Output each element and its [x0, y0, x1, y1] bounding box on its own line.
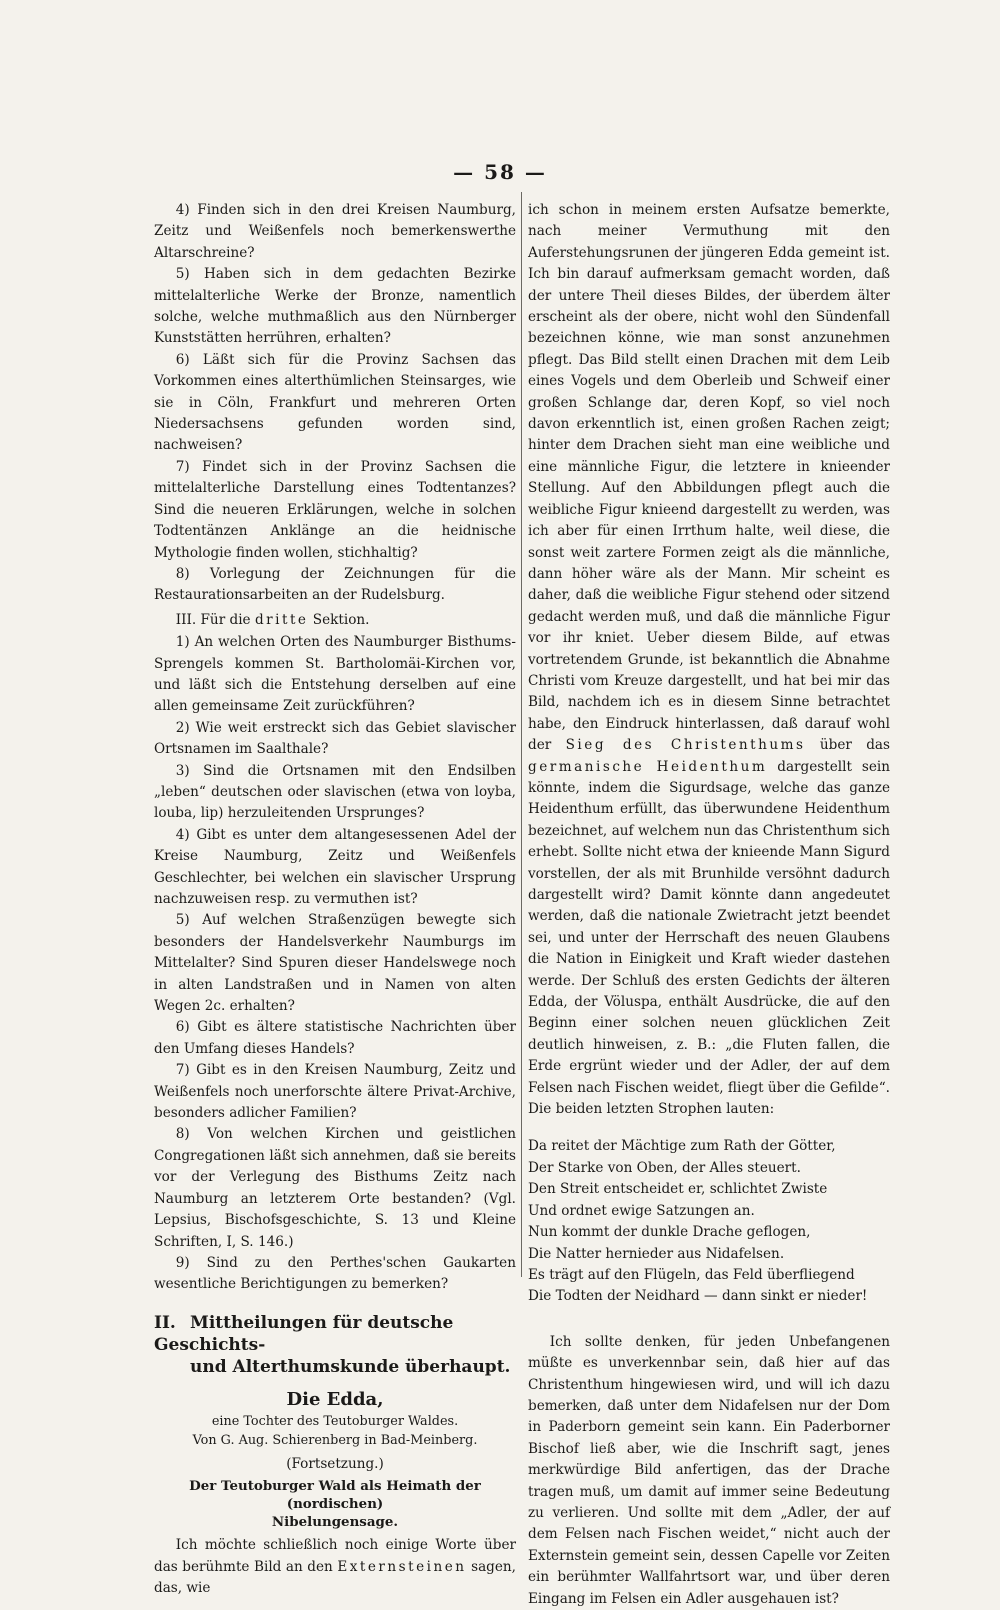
question-item: 8) Von welchen Kirchen und geistlichen Congregationen läßt sich annehmen, daß sie bereits vor der Verlegung des Bisthums Zeitz nach Naumburg an letzterem Orte bestanden? (Vgl. Lepsius, Bischofsgeschichte, S. 13 und Kleine Schriften, I, S. 146.) — [154, 1126, 516, 1250]
poem-line: Nun kommt der dunkle Drache geflogen, — [528, 1224, 811, 1241]
body-text: sagen, das, wie — [154, 1558, 516, 1596]
question-item: 9) Sind zu den Perthes'schen Gaukarten wesentliche Berichtigungen zu bemerken? — [154, 1254, 516, 1293]
question-item: 8) Vorlegung der Zeichnungen für die Restaurationsarbeiten an der Rudelsburg. — [154, 565, 516, 604]
body-text-spaced: germanische Heidenthum — [528, 758, 768, 775]
section-three-heading — [154, 610, 516, 631]
subsection-heading — [154, 1477, 516, 1531]
questions-list-part1 — [154, 200, 516, 607]
body-text-spaced: Sieg des Christenthums — [565, 737, 806, 754]
poem-line: Der Starke von Oben, der Alles steuert. — [528, 1159, 801, 1176]
subsection-heading-line2: Nibelungensage. — [271, 1514, 399, 1531]
question-item: 3) Sind die Ortsnamen mit den Endsilben „leben“ deutschen oder slavischen (etwa von loyba, louba, lip) herzuleitenden Ursprunges? — [154, 762, 516, 822]
left-column — [154, 200, 516, 1599]
section-two-heading — [154, 1312, 516, 1378]
section-three-suffix: Sektion. — [312, 611, 370, 628]
section-three-prefix: III. Für die — [175, 611, 251, 628]
continuation-note: (Fortsetzung.) — [286, 1455, 384, 1472]
question-item: 7) Findet sich in der Provinz Sachsen die mittelalterliche Darstellung eines Todtentanzes? Sind die neueren Erklärungen, welche in solchen Todtentänzen Anklänge an die heidnische Mythologie finden wollen, stichhaltig? — [154, 458, 516, 561]
questions-list-part2 — [154, 632, 516, 1296]
body-paragraph-start — [154, 1535, 516, 1599]
question-item: 4) Gibt es unter dem altangesessenen Adel der Kreise Naumburg, Zeitz und Weißenfels Geschlechter, bei welchen ein slavischer Ursprung nachzuweisen resp. zu vermuthen ist? — [154, 826, 516, 907]
body-paragraph — [528, 200, 890, 1120]
right-column — [528, 200, 890, 1610]
question-item: 1) An welchen Orten des Naumburger Bisthums-Sprengels kommen St. Bartholomäi-Kirchen vor, und läßt sich die Entstehung derselben auf eine allen gemeinsame Zeit zurückführen? — [154, 634, 516, 715]
body-text: ich schon in meinem ersten Aufsatze bemerkte, nach meiner Vermuthung mit den Auferstehungsrunen der jüngeren Edda gemeint ist. Ich bin darauf aufmerksam gemacht worden, daß der untere Theil dieses Bildes, der überdem älter erscheint als der obere, nicht wohl den Sündenfall bezeichnen könne, wie man sonst anzunehmen pflegt. Das Bild stellt einen Drachen mit dem Leib eines Vogels und dem Oberleib und Schweif einer großen Schlange dar, deren Kopf, so viel noch davon erkenntlich ist, einen großen Rachen zeigt; hinter dem Drachen sieht man eine weibliche und eine männliche Figur, die letztere in knieender Stellung. Auf den Abbildungen pflegt auch die weibliche Figur knieend dargestellt zu werden, was ich aber für einen Irrthum halte, weil diese, die sonst weit zartere Formen zeigt als die männliche, dann höher wäre als der Mann. Mir scheint es daher, daß die weibliche Figur stehend oder sitzend gedacht werden muß, und daß die männliche Figur vor ihr kniet. Ueber diesem Bilde, auf etwas vortretendem Grunde, ist bekanntlich die Abnahme Christi vom Kreuze dargestellt, und hat bei mir das Bild, nachdem ich es in diesem Sinne betrachtet habe, den Eindruck hinterlassen, daß darauf wohl der — [528, 202, 890, 754]
body-paragraph: Ich sollte denken, für jeden Unbefangenen müßte es unverkennbar sein, daß hier auf das Christenthum hingewiesen wird, und will ich dazu bemerken, daß unter dem Nidafelsen nur der Dom in Paderborn gemeint sein kann. Ein Paderborner Bischof ließ aber, wie die Inschrift sagt, jenes merkwürdige Bild anfertigen, das der Drache tragen muß, um damit auf immer seine Bedeutung zu verlieren. Und sollte mit dem „Adler, der auf dem Felsen nach Fischen weidet,“ nicht auch der Externstein gemeint sein, dessen Capelle vor Zeiten ein berühmter Wallfahrtsort war, und über deren Eingang im Felsen ein Adler ausgehauen ist? — [528, 1333, 890, 1607]
body-text: über das — [819, 737, 891, 754]
article-subtitle: eine Tochter des Teutoburger Waldes. — [211, 1413, 459, 1429]
poem-quote — [528, 1136, 890, 1307]
section-two-title-line1: Mittheilungen für deutsche Geschichts- — [154, 1312, 454, 1355]
question-item: 2) Wie weit erstreckt sich das Gebiet slavischer Ortsnamen im Saalthale? — [154, 719, 516, 758]
page-number: — 58 — — [453, 160, 547, 184]
section-two-number: II. — [154, 1312, 176, 1333]
question-item: 4) Finden sich in den drei Kreisen Naumburg, Zeitz und Weißenfels noch bemerkenswerthe Altarschreine? — [154, 202, 516, 261]
article-title: Die Edda, — [286, 1388, 384, 1410]
body-text-spaced: Externsteinen — [337, 1558, 467, 1575]
section-two-title-line2: und Alterthumskunde überhaupt. — [190, 1356, 511, 1377]
subsection-heading-line1: Der Teutoburger Wald als Heimath der (nordischen) — [189, 1478, 481, 1513]
poem-line: Den Streit entscheidet er, schlichtet Zwiste — [528, 1181, 828, 1198]
question-item: 5) Auf welchen Straßenzügen bewegte sich besonders der Handelsverkehr Naumburgs im Mittelalter? Sind Spuren dieser Handelswege noch in alten Landstraßen und in Namen von alten Wegen 2c. erhalten? — [154, 912, 516, 1015]
poem-line: Es trägt auf den Flügeln, das Feld überfliegend — [528, 1266, 855, 1283]
question-item: 6) Läßt sich für die Provinz Sachsen das Vorkommen eines alterthümlichen Steinsarges, wie sie in Cöln, Frankfurt und mehreren Orten Niedersachsens gefunden worden sind, nachweisen? — [154, 351, 516, 454]
poem-line: Die Todten der Neidhard — dann sinkt er nieder! — [528, 1288, 868, 1305]
question-item: 6) Gibt es ältere statistische Nachrichten über den Umfang dieses Handels? — [154, 1019, 516, 1057]
poem-line: Da reitet der Mächtige zum Rath der Götter, — [528, 1138, 836, 1155]
body-text: Ich möchte schließlich noch einige Worte über das berühmte Bild an den — [154, 1537, 516, 1575]
poem-line: Und ordnet ewige Satzungen an. — [528, 1202, 755, 1219]
section-three-spaced: dritte — [254, 611, 309, 628]
article-author: Von G. Aug. Schierenberg in Bad-Meinberg. — [192, 1432, 478, 1448]
body-text: dargestellt sein könnte, indem die Sigurdsage, welche das ganze Heidenthum erfüllt, das überwundene Heidenthum bezeichnet, auf welchem nun das Christenthum sich erhebt. Sollte nicht etwa der knieende Mann Sigurd vorstellen, der als mit Brunhilde versöhnt dadurch dargestellt wird? Damit könnte dann angedeutet werden, daß die nationale Zwietracht jetzt beendet sei, und unter der Herrschaft des neuen Glaubens die Nation in Einigkeit und Kraft wieder dastehen werde. Der Schluß des ersten Gedichts der älteren Edda, der Völuspa, enthält Ausdrücke, die auf den Beginn einer solchen neuen glücklichen Zeit deutlich hinweisen, z. B.: „die Fluten fallen, die Erde ergrünt wieder und der Adler, der auf dem Felsen nach Fischen weidet, fliegt über die Gefilde“. Die beiden letzten Strophen lauten: — [528, 758, 891, 1118]
question-item: 5) Haben sich in dem gedachten Bezirke mittelalterliche Werke der Bronze, namentlich solche, welche muthmaßlich aus den Nürnberger Kunststätten herrühren, erhalten? — [154, 266, 516, 347]
poem-line: Die Natter hernieder aus Nidafelsen. — [528, 1245, 785, 1262]
column-divider — [521, 192, 522, 1277]
question-item: 7) Gibt es in den Kreisen Naumburg, Zeitz und Weißenfels noch unerforschte ältere Privat-Archive, besonders adlicher Familien? — [154, 1062, 516, 1122]
